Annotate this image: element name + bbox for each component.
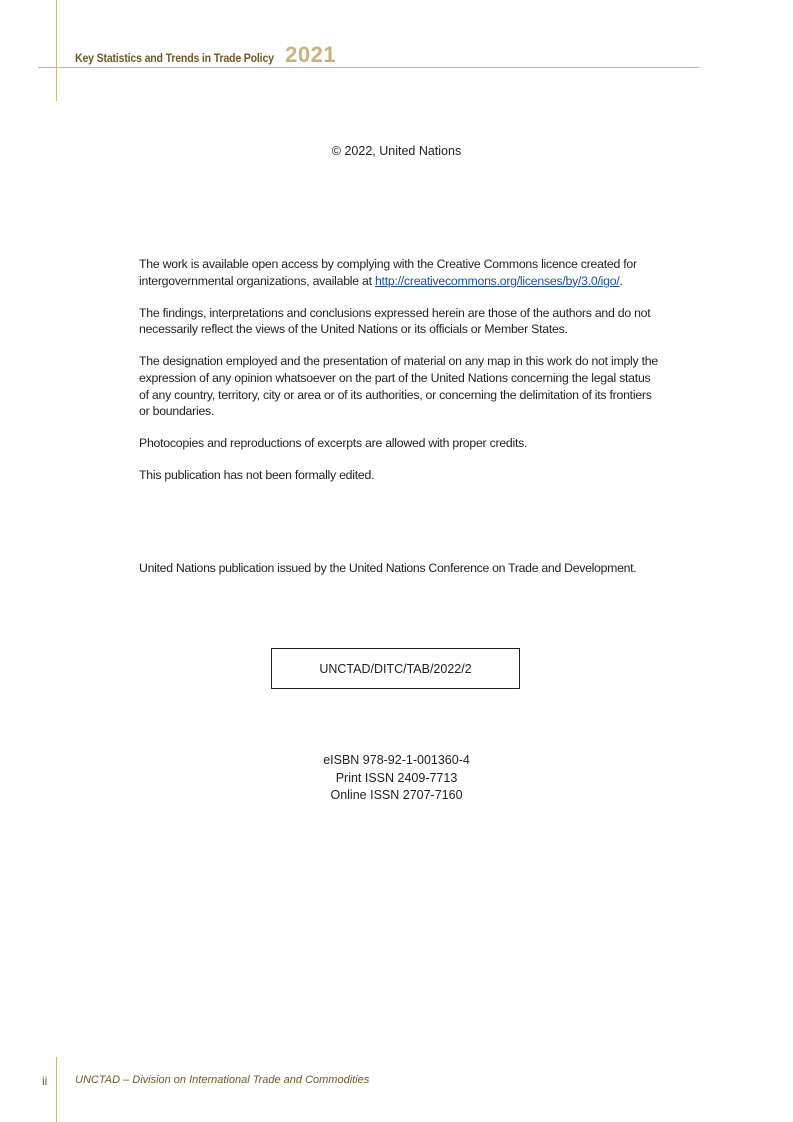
copyright-notice: © 2022, United Nations: [331, 144, 462, 158]
header-vertical-rule: [56, 0, 57, 101]
open-access-paragraph: [139, 256, 659, 289]
running-header: [75, 42, 336, 68]
online-issn: Online ISSN 2707-7160: [330, 788, 463, 802]
print-issn: Print ISSN 2409-7713: [335, 770, 458, 785]
document-symbol: UNCTAD/DITC/TAB/2022/2: [319, 661, 472, 676]
document-symbol-box: [271, 648, 520, 689]
open-access-text: The work is available open access by complying with the Creative Commons licence created for intergovernmental organizations, available at: [139, 257, 637, 288]
licence-link[interactable]: http://creativecommons.org/licenses/by/3.0/igo/: [374, 273, 620, 288]
legal-notices: [139, 256, 659, 499]
designation-paragraph: The designation employed and the presentation of material on any map in this work do not imply the expression of any opinion whatsoever on the part of the United Nations concerning the legal status of any country, territory, city or area or of its authorities, or concerning the delimitation of its frontiers or boundaries.: [139, 354, 658, 419]
disclaimer-paragraph: The findings, interpretations and conclusions expressed herein are those of the authors and do not necessarily reflect the views of the United Nations or its officials or Member States.: [139, 305, 651, 337]
open-access-end: .: [619, 273, 623, 288]
issued-by-statement: United Nations publication issued by the United Nations Conference on Trade and Development.: [139, 561, 637, 575]
header-title: Key Statistics and Trends in Trade Policy: [75, 53, 274, 65]
photocopies-paragraph: Photocopies and reproductions of excerpts are allowed with proper credits.: [139, 436, 528, 451]
header-year: 2021: [285, 42, 337, 67]
running-footer: UNCTAD – Division on International Trade and Commodities: [75, 1074, 370, 1086]
eisbn: eISBN 978-92-1-001360-4: [323, 753, 470, 767]
footer-vertical-rule: [56, 1057, 57, 1122]
not-edited-paragraph: This publication has not been formally edited.: [139, 468, 375, 483]
identifiers-block: [0, 752, 793, 805]
page-number: ii: [42, 1074, 48, 1088]
